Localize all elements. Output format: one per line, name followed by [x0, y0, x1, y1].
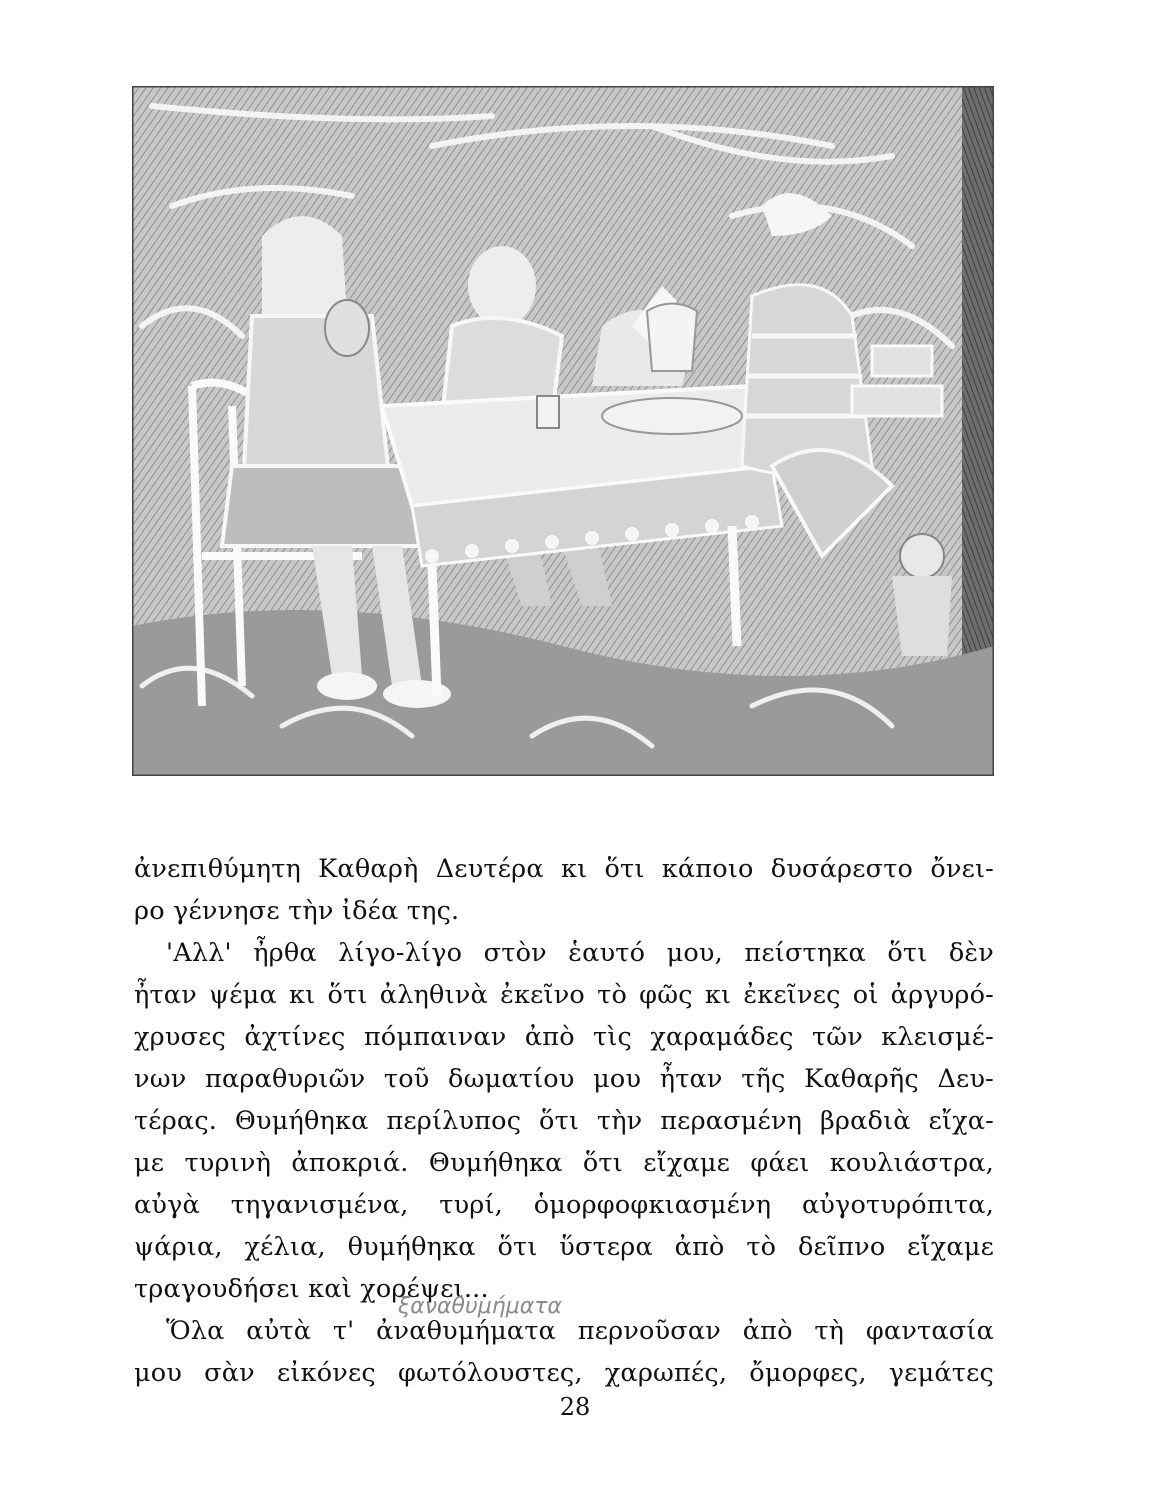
text-line: χρυσες ἀχτίνες πόμπαιναν ἀπὸ τὶς χαραμάδες τῶν κλεισμέ-	[134, 1022, 994, 1052]
text-line: με τυρινὴ ἀποκριά. Θυμήθηκα ὅτι εἴχαμε φάει κουλιάστρα,	[134, 1148, 994, 1178]
children-at-table-illustration	[132, 86, 994, 776]
text-line: ἦταν ψέμα κι ὅτι ἀληθινὰ ἐκεῖνο τὸ φῶς κι ἐκεῖνες οἱ ἀργυρό-	[134, 980, 994, 1010]
text-line: Ὅλα αὐτὰ τ' ἀναθυμήματα περνοῦσαν ἀπὸ τὴ φαντασία	[166, 1316, 994, 1346]
text-line: νων παραθυριῶν τοῦ δωματίου μου ἦταν τῆς Καθαρῆς Δευ-	[134, 1064, 994, 1094]
text-line: ἀνεπιθύμητη Καθαρὴ Δευτέρα κι ὅτι κάποιο δυσάρεστο ὄνει-	[134, 854, 994, 884]
text-line: μου σὰν εἰκόνες φωτόλουστες, χαρωπές, ὄμορφες, γεμάτες	[134, 1358, 994, 1388]
text-line: ρο γέννησε τὴν ἰδέα της.	[134, 896, 460, 926]
text-line: αὐγὰ τηγανισμένα, τυρί, ὁμορφοφκιασμένη αὐγοτυρόπιτα,	[134, 1190, 994, 1220]
handwritten-note: ξαναθυμήματα	[398, 1294, 562, 1319]
text-line: ψάρια, χέλια, θυμήθηκα ὅτι ὕστερα ἀπὸ τὸ δεῖπνο εἴχαμε	[134, 1232, 994, 1262]
text-line: τραγουδήσει καὶ χορέψει...	[134, 1274, 489, 1304]
doll	[892, 534, 952, 656]
page-number: 28	[559, 1393, 591, 1421]
text-line: τέρας. Θυμήθηκα περίλυπος ὅτι τὴν περασμένη βραδιὰ εἴχα-	[134, 1106, 994, 1136]
illustration-svg	[132, 86, 994, 776]
body-text	[134, 848, 994, 1394]
text-line: 'Αλλ' ἦρθα λίγο-λίγο στὸν ἑαυτό μου, πείστηκα ὅτι δὲν	[166, 938, 994, 968]
